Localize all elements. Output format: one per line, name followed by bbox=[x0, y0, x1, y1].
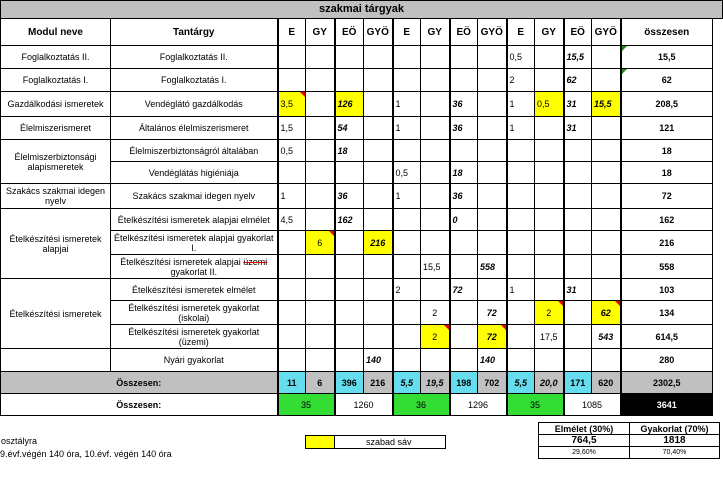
value-cell: 2 bbox=[535, 301, 564, 325]
total-cell: 18 bbox=[621, 162, 713, 184]
summary-value: 216 bbox=[364, 372, 393, 394]
summary-value: 396 bbox=[335, 372, 364, 394]
value-cell: 31 bbox=[564, 279, 592, 301]
value-cell: 62 bbox=[564, 69, 592, 92]
summary-value: 198 bbox=[450, 372, 478, 394]
total-cell: 280 bbox=[621, 349, 713, 372]
value-cell: 36 bbox=[450, 184, 478, 209]
tantargy-text: Ételkészítési ismeretek alapjai bbox=[120, 256, 241, 267]
value-cell: 0,5 bbox=[507, 46, 535, 69]
value-cell: 4,5 bbox=[278, 209, 306, 231]
modul-cell: Ételkészítési ismeretek alapjai bbox=[1, 209, 111, 279]
value-cell: 36 bbox=[450, 117, 478, 140]
value-cell: 17,5 bbox=[535, 325, 564, 349]
ratio-percent: 70,40% bbox=[630, 447, 720, 459]
value-cell: 216 bbox=[364, 231, 393, 255]
value-cell: 31 bbox=[564, 117, 592, 140]
summary-total: 2302,5 bbox=[621, 372, 713, 394]
legend-box bbox=[305, 435, 446, 449]
section-title: szakmai tárgyak bbox=[0, 0, 723, 19]
modul-cell: Foglalkoztatás I. bbox=[1, 69, 111, 92]
header-col: E bbox=[278, 19, 306, 46]
tantargy-cell: Ételkészítési ismeretek gyakorlat (iskolai) bbox=[111, 301, 278, 325]
tantargy-cell: Szakács szakmai idegen nyelv bbox=[111, 184, 278, 209]
bottom-area bbox=[0, 418, 723, 480]
total-cell: 103 bbox=[621, 279, 713, 301]
tantargy-cell: Nyári gyakorlat bbox=[111, 349, 278, 372]
header-tantargy: Tantárgy bbox=[111, 19, 278, 46]
table-row bbox=[1, 46, 713, 69]
total-cell: 18 bbox=[621, 140, 713, 162]
summary-row-1 bbox=[1, 372, 713, 394]
tantargy-cell: Általános élelmiszerismeret bbox=[111, 117, 278, 140]
header-row bbox=[1, 19, 713, 46]
summary-value: 620 bbox=[592, 372, 621, 394]
value-cell: 18 bbox=[335, 140, 364, 162]
header-col: GYÖ bbox=[592, 19, 621, 46]
header-col: EÖ bbox=[450, 19, 478, 46]
header-osszesen: összesen bbox=[621, 19, 713, 46]
value-cell: 1 bbox=[393, 117, 421, 140]
total-cell: 614,5 bbox=[621, 325, 713, 349]
summary-value: 1296 bbox=[450, 394, 507, 416]
value-cell: 1 bbox=[507, 279, 535, 301]
summary-value: 19,5 bbox=[421, 372, 450, 394]
header-col: E bbox=[393, 19, 421, 46]
ratio-value: 764,5 bbox=[539, 435, 630, 447]
value-cell: 15,5 bbox=[421, 255, 450, 279]
header-col: E bbox=[507, 19, 535, 46]
total-cell: 162 bbox=[621, 209, 713, 231]
ratio-header: Gyakorlat (70%) bbox=[630, 423, 720, 435]
table-row bbox=[1, 349, 713, 372]
header-col: EÖ bbox=[564, 19, 592, 46]
summary-value: 5,5 bbox=[507, 372, 535, 394]
header-col: GY bbox=[421, 19, 450, 46]
value-cell: 126 bbox=[335, 92, 364, 117]
table-row bbox=[1, 209, 713, 231]
note-line-1: osztályra bbox=[1, 436, 38, 446]
summary-value: 6 bbox=[306, 372, 335, 394]
modul-cell: Élelmiszerismeret bbox=[1, 117, 111, 140]
value-cell: 31 bbox=[564, 92, 592, 117]
header-col: EÖ bbox=[335, 19, 364, 46]
modul-cell: Foglalkoztatás II. bbox=[1, 46, 111, 69]
value-cell: 15,5 bbox=[564, 46, 592, 69]
value-cell: 0,5 bbox=[535, 92, 564, 117]
value-cell: 140 bbox=[364, 349, 393, 372]
header-modul: Modul neve bbox=[1, 19, 111, 46]
value-cell: 0,5 bbox=[278, 140, 306, 162]
tantargy-cell: Élelmiszerbiztonságról általában bbox=[111, 140, 278, 162]
summary-value: 702 bbox=[478, 372, 507, 394]
summary-value: 20,0 bbox=[535, 372, 564, 394]
header-col: GY bbox=[306, 19, 335, 46]
value-cell: 6 bbox=[306, 231, 335, 255]
value-cell: 72 bbox=[478, 325, 507, 349]
value-cell: 0 bbox=[450, 209, 478, 231]
summary-value: 1085 bbox=[564, 394, 621, 416]
tantargy-struck-text: üzemi bbox=[243, 256, 268, 267]
total-cell: 208,5 bbox=[621, 92, 713, 117]
value-cell: 558 bbox=[478, 255, 507, 279]
total-cell: 121 bbox=[621, 117, 713, 140]
total-cell: 216 bbox=[621, 231, 713, 255]
summary-label: Összesen: bbox=[1, 394, 278, 416]
total-cell: 134 bbox=[621, 301, 713, 325]
summary-value: 35 bbox=[507, 394, 564, 416]
total-cell: 558 bbox=[621, 255, 713, 279]
tantargy-cell: Ételkészítési ismeretek gyakorlat (üzemi) bbox=[111, 325, 278, 349]
summary-row-2 bbox=[1, 394, 713, 416]
tantargy-cell: Vendéglátó gazdálkodás bbox=[111, 92, 278, 117]
header-col: GYÖ bbox=[364, 19, 393, 46]
header-col: GY bbox=[535, 19, 564, 46]
summary-value: 1260 bbox=[335, 394, 393, 416]
summary-value: 5,5 bbox=[393, 372, 421, 394]
value-cell: 1 bbox=[507, 92, 535, 117]
tantargy-cell: Ételkészítési ismeretek alapjai elmélet bbox=[111, 209, 278, 231]
table-row bbox=[1, 184, 713, 209]
value-cell: 1,5 bbox=[278, 117, 306, 140]
modul-cell: Ételkészítési ismeretek bbox=[1, 279, 111, 349]
tantargy-cell bbox=[111, 255, 278, 279]
value-cell: 36 bbox=[335, 184, 364, 209]
summary-value: 171 bbox=[564, 372, 592, 394]
value-cell: 62 bbox=[592, 301, 621, 325]
value-cell: 1 bbox=[393, 184, 421, 209]
subjects-table bbox=[0, 18, 713, 416]
table-row bbox=[1, 69, 713, 92]
summary-value: 36 bbox=[393, 394, 450, 416]
legend-swatch bbox=[306, 436, 335, 448]
value-cell: 543 bbox=[592, 325, 621, 349]
ratio-table bbox=[538, 422, 720, 459]
tantargy-cell: Vendéglátás higiéniája bbox=[111, 162, 278, 184]
table-row bbox=[1, 117, 713, 140]
note-line-2: 9.évf.végén 140 óra, 10.évf. végén 140 óra bbox=[0, 449, 172, 459]
value-cell: 72 bbox=[450, 279, 478, 301]
summary-label: Összesen: bbox=[1, 372, 278, 394]
value-cell: 2 bbox=[421, 325, 450, 349]
value-cell: 2 bbox=[393, 279, 421, 301]
modul-cell: Gazdálkodási ismeretek bbox=[1, 92, 111, 117]
value-cell: 1 bbox=[393, 92, 421, 117]
value-cell: 1 bbox=[278, 184, 306, 209]
table-row bbox=[1, 92, 713, 117]
value-cell: 162 bbox=[335, 209, 364, 231]
value-cell: 18 bbox=[450, 162, 478, 184]
ratio-percent: 29,60% bbox=[539, 447, 630, 459]
value-cell: 54 bbox=[335, 117, 364, 140]
total-cell: 15,5 bbox=[621, 46, 713, 69]
total-cell: 72 bbox=[621, 184, 713, 209]
modul-cell: Élelmiszerbiztonsági alapismeretek bbox=[1, 140, 111, 184]
total-cell: 62 bbox=[621, 69, 713, 92]
value-cell: 2 bbox=[421, 301, 450, 325]
tantargy-cell: Foglalkoztatás II. bbox=[111, 46, 278, 69]
value-cell: 2 bbox=[507, 69, 535, 92]
value-cell: 140 bbox=[478, 349, 507, 372]
modul-cell: Szakács szakmai idegen nyelv bbox=[1, 184, 111, 209]
table-row bbox=[1, 279, 713, 301]
summary-value: 35 bbox=[278, 394, 335, 416]
table-row bbox=[1, 140, 713, 162]
ratio-header: Elmélet (30%) bbox=[539, 423, 630, 435]
tantargy-cell: Foglalkoztatás I. bbox=[111, 69, 278, 92]
summary-value: 11 bbox=[278, 372, 306, 394]
summary-total: 3641 bbox=[621, 394, 713, 416]
value-cell: 1 bbox=[507, 117, 535, 140]
ratio-value: 1818 bbox=[630, 435, 720, 447]
value-cell: 36 bbox=[450, 92, 478, 117]
value-cell: 0,5 bbox=[393, 162, 421, 184]
legend-label: szabad sáv bbox=[366, 437, 412, 447]
value-cell: 3,5 bbox=[278, 92, 306, 117]
tantargy-cell: Ételkészítési ismeretek alapjai gyakorlat I. bbox=[111, 231, 278, 255]
value-cell: 15,5 bbox=[592, 92, 621, 117]
header-col: GYÖ bbox=[478, 19, 507, 46]
tantargy-cell: Ételkészítési ismeretek elmélet bbox=[111, 279, 278, 301]
tantargy-text: gyakorlat II. bbox=[170, 266, 218, 277]
value-cell: 72 bbox=[478, 301, 507, 325]
